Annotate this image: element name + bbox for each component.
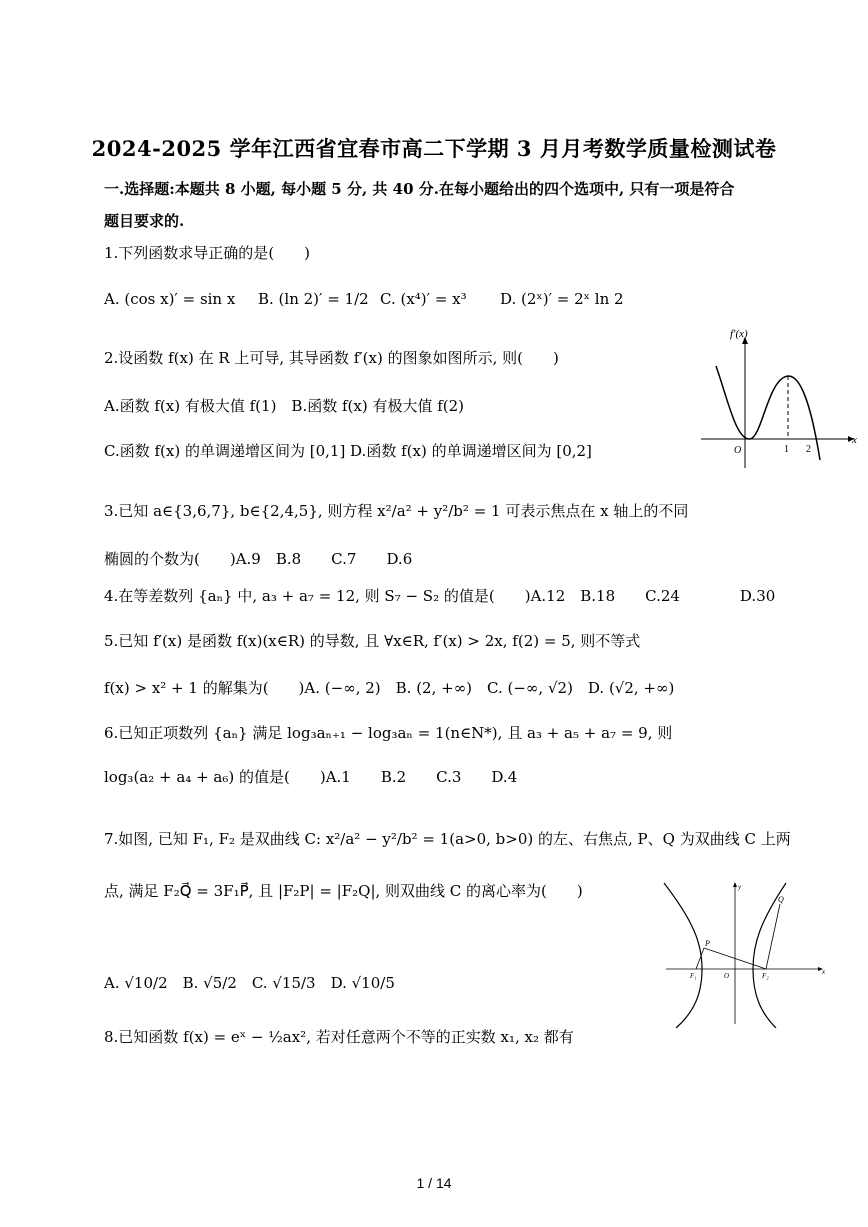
q7-y-arrow bbox=[733, 882, 737, 887]
q4-line1: 4.在等差数列 {aₙ} 中, a₃ + a₇ = 12, 则 S₇ − S₂ 的值是( )A.12 B.18 C.24 D.30 bbox=[104, 587, 776, 605]
q7-line2: 点, 满足 F₂Q⃗ = 3F₁P⃗, 且 |F₂P| = |F₂Q|, 则双曲线 C 的离心率为( ) bbox=[104, 882, 583, 900]
q2-xlabel: x bbox=[852, 434, 857, 446]
q7-line1: 7.如图, 已知 F₁, F₂ 是双曲线 C: x²/a² − y²/b² = 1(a>0, b>0) 的左、右焦点, P、Q 为双曲线 C 上两 bbox=[104, 830, 791, 848]
q7-label-y: y bbox=[738, 883, 742, 891]
q2-stem: 2.设函数 f(x) 在 R 上可导, 其导函数 f′(x) 的图象如图所示, 则( ) bbox=[104, 349, 559, 367]
q2-options-ab: A.函数 f(x) 有极大值 f(1) B.函数 f(x) 有极大值 f(2) bbox=[104, 397, 465, 415]
q3-line1: 3.已知 a∈{3,6,7}, b∈{2,4,5}, 则方程 x²/a² + y²/b² = 1 可表示焦点在 x 轴上的不同 bbox=[104, 502, 689, 520]
q7-label-f2: F₂ bbox=[762, 972, 769, 980]
section-heading-line2: 题目要求的. bbox=[104, 212, 185, 230]
q1-option-d: D. (2ˣ)′ = 2ˣ ln 2 bbox=[500, 290, 624, 308]
q2-tick-1: 1 bbox=[784, 444, 789, 455]
q3-line2: 椭圆的个数为( )A.9 B.8 C.7 D.6 bbox=[104, 550, 413, 568]
q6-line2: log₃(a₂ + a₄ + a₆) 的值是( )A.1 B.2 C.3 D.4 bbox=[104, 768, 518, 786]
q2-origin-label: O bbox=[734, 445, 742, 456]
q1-option-a: A. (cos x)′ = sin x bbox=[104, 290, 236, 308]
section-heading-line1: 一.选择题:本题共 8 小题, 每小题 5 分, 共 40 分.在每小题给出的四个选项中, 只有一项是符合 bbox=[104, 180, 735, 198]
q5-line1: 5.已知 f′(x) 是函数 f(x)(x∈R) 的导数, 且 ∀x∈R, f′(x) > 2x, f(2) = 5, 则不等式 bbox=[104, 632, 641, 650]
q7-label-x: x bbox=[822, 968, 826, 976]
q1-option-c: C. (x⁴)′ = x³ bbox=[380, 290, 467, 308]
q2-curve bbox=[716, 366, 820, 460]
document-title: 2024-2025 学年江西省宜春市高二下学期 3 月月考数学质量检测试卷 bbox=[91, 136, 777, 161]
q1-option-b: B. (ln 2)′ = 1/2 bbox=[258, 290, 369, 308]
q2-tick-2: 2 bbox=[806, 444, 811, 455]
q7-left-branch bbox=[664, 883, 702, 1028]
q7-hyperbola-figure bbox=[656, 878, 831, 1028]
q2-options-cd: C.函数 f(x) 的单调递增区间为 [0,1] D.函数 f(x) 的单调递增区间为 [0,2] bbox=[104, 442, 592, 460]
page-number: 1 / 14 bbox=[416, 1175, 452, 1191]
q5-line2: f(x) > x² + 1 的解集为( )A. (−∞, 2) B. (2, +∞) C. (−∞, √2) D. (√2, +∞) bbox=[104, 679, 675, 697]
q7-label-q: Q bbox=[778, 895, 784, 904]
q7-label-p: P bbox=[705, 939, 710, 948]
q7-label-f1: F₁ bbox=[690, 972, 697, 980]
q7-label-o: O bbox=[724, 972, 730, 980]
q8-line1: 8.已知函数 f(x) = eˣ − ½ax², 若对任意两个不等的正实数 x₁, x₂ 都有 bbox=[104, 1028, 574, 1046]
q2-ylabel: f′(x) bbox=[730, 328, 748, 340]
q6-line1: 6.已知正项数列 {aₙ} 满足 log₃aₙ₊₁ − log₃aₙ = 1(n∈N*), 且 a₃ + a₅ + a₇ = 9, 则 bbox=[104, 724, 673, 742]
q1-stem: 1.下列函数求导正确的是( ) bbox=[104, 244, 311, 262]
q7-options: A. √10/2 B. √5/2 C. √15/3 D. √10/5 bbox=[104, 974, 395, 992]
q2-derivative-graph bbox=[696, 328, 861, 470]
q7-right-branch bbox=[753, 883, 786, 1028]
